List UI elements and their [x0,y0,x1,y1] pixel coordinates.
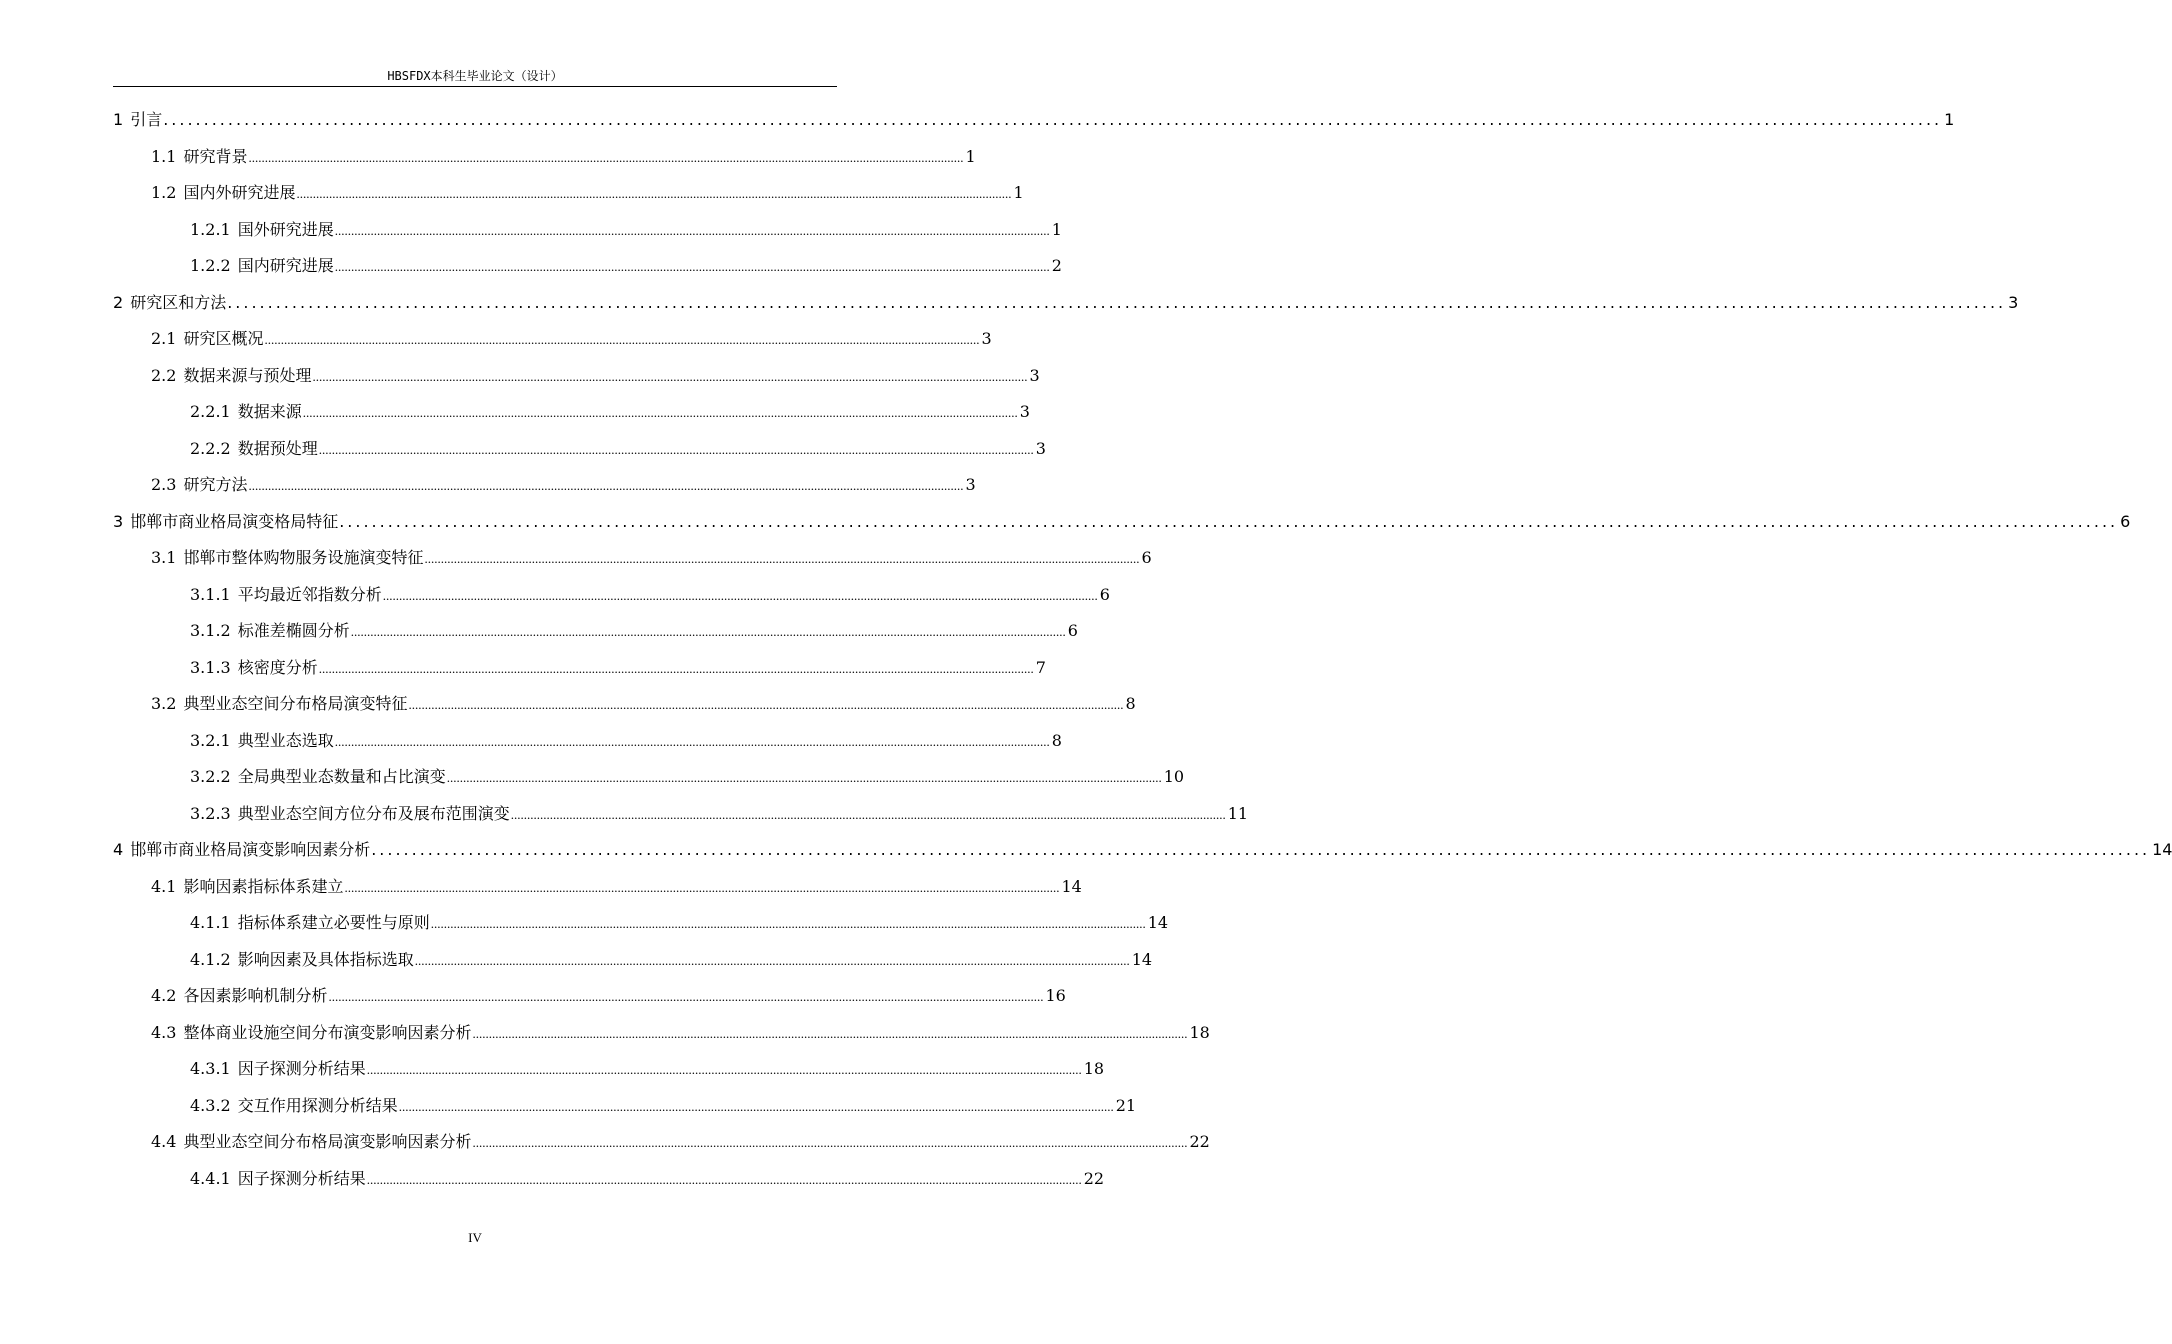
toc-entry[interactable] [113,327,992,351]
toc-entry-number: 4.4 [151,1132,177,1151]
toc-entry-title: 引言 [130,110,163,129]
toc-entry-title: 各因素影响机制分析 [183,986,328,1005]
toc-entry-page: 1 [1944,110,1955,129]
toc-entry-number: 4.4.1 [190,1168,231,1188]
toc-entry-title: 标准差椭圆分析 [237,621,350,640]
toc-entry-page: 14 [2152,840,2172,859]
toc-entry-title: 交互作用探测分析结果 [237,1095,398,1115]
toc-entry[interactable] [113,1057,1105,1081]
toc-entry-title: 典型业态空间分布格局演变特征 [183,694,408,713]
toc-entry-page: 14 [1061,876,1082,896]
toc-entry-number: 3.1.3 [190,657,231,677]
toc-entry-number: 3.2.1 [190,730,231,750]
toc-entry-number: 2.2 [151,365,177,385]
toc-entry-page: 22 [1189,1132,1210,1151]
toc-entry[interactable] [113,437,1046,461]
toc-entry[interactable] [113,473,976,497]
toc-entry[interactable] [113,145,976,169]
toc-entry-title: 数据来源 [237,402,302,421]
toc-entry-title: 典型业态空间方位分布及展布范围演变 [237,803,510,823]
toc-entry[interactable] [113,1130,1210,1154]
toc-entry[interactable] [113,838,2172,862]
toc-entry[interactable] [113,656,1046,680]
toc-entry[interactable] [113,108,1955,132]
toc-entry-page: 1 [1051,219,1062,239]
toc-dot-leader: ............................................................................................................................................................................................................................ [366,1062,1082,1077]
toc-entry-title: 研究区和方法 [130,292,227,312]
toc-entry[interactable] [113,364,1040,388]
toc-entry-number: 1.1 [151,146,177,166]
toc-entry-number: 2.2.1 [190,402,231,421]
toc-entry-page: 7 [1035,657,1046,677]
toc-entry-page: 3 [965,475,976,494]
toc-dot-leader: ............................................................................................................................................................................................................................ [510,806,1226,822]
toc-entry-number: 4.1.2 [190,949,231,969]
toc-entry-number: 4.3 [151,1022,177,1042]
toc-entry-number: 4.2 [151,986,177,1005]
toc-entry-number: 2 [113,292,124,312]
toc-entry-page: 11 [1227,803,1249,823]
toc-entry[interactable] [113,984,1066,1008]
toc-entry-number: 4.3.1 [190,1059,231,1078]
page-header: HBSFDX本科生毕业论文（设计） [387,69,563,83]
toc-entry[interactable] [113,875,1082,899]
toc-dot-leader: ............................................................................................................................................................................................................................ [382,587,1098,603]
toc-entry-page: 8 [1051,730,1062,750]
toc-entry-number: 3 [113,511,124,531]
toc-entry-page: 1 [1013,183,1024,202]
toc-entry[interactable] [113,692,1136,716]
toc-entry-title: 典型业态空间分布格局演变影响因素分析 [183,1132,472,1151]
toc-entry-number: 3.1 [151,548,177,567]
toc-entry[interactable] [113,546,1152,570]
toc-entry-number: 4.3.2 [190,1095,231,1115]
toc-dot-leader: ............................................................................................................................................................................................................................ [248,149,964,165]
toc-entry-title: 核密度分析 [237,657,318,677]
toc-dot-leader: ............................................................................................................................................................................................................................ [430,916,1146,931]
toc-dot-leader: ............................................................................................................................................................................................................................ [318,441,1034,457]
toc-dot-leader: ............................................................................................................................................................................................................................ [339,511,2119,531]
toc-entry[interactable] [113,765,1185,789]
toc-entry[interactable] [113,1167,1105,1191]
toc-entry-title: 影响因素及具体指标选取 [237,949,414,969]
toc-entry-title: 数据预处理 [237,438,318,458]
toc-entry[interactable] [113,948,1153,972]
toc-entry[interactable] [113,583,1110,607]
toc-entry-page: 10 [1163,767,1185,786]
toc-dot-leader: ............................................................................................................................................................................................................................ [296,186,1012,201]
toc-entry-number: 4 [113,840,124,859]
toc-entry-title: 邯郸市整体购物服务设施演变特征 [183,548,424,567]
toc-entry-title: 影响因素指标体系建立 [183,876,344,896]
toc-entry-number: 3.1.1 [190,584,231,604]
toc-entry[interactable] [113,1021,1210,1045]
toc-entry[interactable] [113,254,1062,278]
toc-entry-page: 21 [1115,1095,1137,1115]
toc-dot-leader: ............................................................................................................................................................................................................................ [264,332,980,347]
page-number: IV [468,1230,482,1245]
toc-entry-page: 8 [1125,694,1136,713]
toc-dot-leader: ............................................................................................................................................................................................................................ [350,624,1066,639]
toc-dot-leader: ............................................................................................................................................................................................................................ [227,292,2007,312]
toc-dot-leader: ............................................................................................................................................................................................................................ [446,770,1162,785]
toc-entry-title: 国内外研究进展 [183,183,296,202]
toc-entry-page: 18 [1083,1059,1105,1078]
toc-entry-title: 指标体系建立必要性与原则 [237,913,430,932]
toc-entry-page: 6 [1067,621,1078,640]
toc-entry-number: 3.1.2 [190,621,231,640]
toc-entry-page: 2 [1051,256,1062,275]
toc-entry[interactable] [113,802,1249,826]
toc-entry-number: 3.2.3 [190,803,231,823]
toc-dot-leader: ............................................................................................................................................................................................................................ [318,660,1034,676]
toc-dot-leader: ............................................................................................................................................................................................................................ [163,110,1943,129]
toc-entry-title: 平均最近邻指数分析 [237,584,382,604]
toc-dot-leader: ............................................................................................................................................................................................................................ [414,952,1130,968]
toc-entry-title: 研究区概况 [183,329,264,348]
toc-entry-page: 6 [2120,511,2131,531]
toc-entry[interactable] [113,729,1062,753]
toc-dot-leader: ............................................................................................................................................................................................................................ [344,879,1060,895]
toc-entry-page: 16 [1045,986,1066,1005]
toc-entry-title: 邯郸市商业格局演变影响因素分析 [130,840,371,859]
toc-entry-number: 2.2.2 [190,438,231,458]
toc-entry-title: 国内研究进展 [237,256,334,275]
toc-entry-number: 4.1 [151,876,177,896]
toc-entry-page: 3 [1029,365,1040,385]
toc-dot-leader: ............................................................................................................................................................................................................................ [312,368,1028,384]
toc-entry-number: 3.2 [151,694,177,713]
toc-dot-leader: ............................................................................................................................................................................................................................ [472,1135,1188,1150]
toc-dot-leader: ............................................................................................................................................................................................................................ [472,1025,1188,1041]
toc-entry-title: 数据来源与预处理 [183,365,312,385]
toc-entry-page: 3 [981,329,992,348]
toc-entry-number: 1.2 [151,183,177,202]
toc-dot-leader: ............................................................................................................................................................................................................................ [371,840,2151,859]
toc-entry-number: 2.1 [151,329,177,348]
toc-entry-page: 6 [1099,584,1110,604]
toc-dot-leader: ............................................................................................................................................................................................................................ [302,405,1018,420]
toc-entry-number: 4.1.1 [190,913,231,932]
toc-entry-title: 典型业态选取 [237,730,334,750]
toc-entry-number: 2.3 [151,475,177,494]
toc-entry[interactable] [113,218,1062,242]
toc-entry-number: 1.2.2 [190,256,231,275]
toc-entry-page: 14 [1131,949,1153,969]
toc-entry-number: 3.2.2 [190,767,231,786]
toc-entry-title: 国外研究进展 [237,219,334,239]
toc-entry-title: 因子探测分析结果 [237,1059,366,1078]
toc-entry[interactable] [113,1094,1137,1118]
toc-entry-number: 1.2.1 [190,219,231,239]
toc-entry-title: 研究背景 [183,146,248,166]
toc-dot-leader: ............................................................................................................................................................................................................................ [328,989,1044,1004]
toc-entry-title: 邯郸市商业格局演变格局特征 [130,511,339,531]
toc-dot-leader: ............................................................................................................................................................................................................................ [334,222,1050,238]
toc-entry[interactable] [113,619,1078,643]
toc-entry-page: 1 [965,146,976,166]
toc-entry-number: 1 [113,110,124,129]
toc-entry-title: 整体商业设施空间分布演变影响因素分析 [183,1022,472,1042]
toc-entry-page: 14 [1147,913,1169,932]
toc-dot-leader: ............................................................................................................................................................................................................................ [334,259,1050,274]
toc-entry[interactable] [113,291,2019,315]
toc-entry[interactable] [113,911,1169,935]
toc-entry-title: 研究方法 [183,475,248,494]
toc-entry[interactable] [113,510,2131,534]
toc-entry-page: 3 [2008,292,2019,312]
toc-entry-page: 22 [1083,1168,1105,1188]
toc-dot-leader: ............................................................................................................................................................................................................................ [248,478,964,493]
toc-entry-page: 3 [1019,402,1030,421]
toc-entry-title: 全局典型业态数量和占比演变 [237,767,446,786]
toc-entry[interactable] [113,181,1024,205]
toc-entry[interactable] [113,400,1030,424]
toc-dot-leader: ............................................................................................................................................................................................................................ [408,697,1124,712]
header-rule [113,86,837,87]
toc-dot-leader: ............................................................................................................................................................................................................................ [334,733,1050,749]
toc-entry-page: 3 [1035,438,1046,458]
toc-entry-title: 因子探测分析结果 [237,1168,366,1188]
toc-entry-page: 6 [1141,548,1152,567]
toc-dot-leader: ............................................................................................................................................................................................................................ [398,1098,1114,1114]
toc-dot-leader: ............................................................................................................................................................................................................................ [366,1171,1082,1187]
toc-entry-page: 18 [1189,1022,1210,1042]
toc-dot-leader: ............................................................................................................................................................................................................................ [424,551,1140,566]
